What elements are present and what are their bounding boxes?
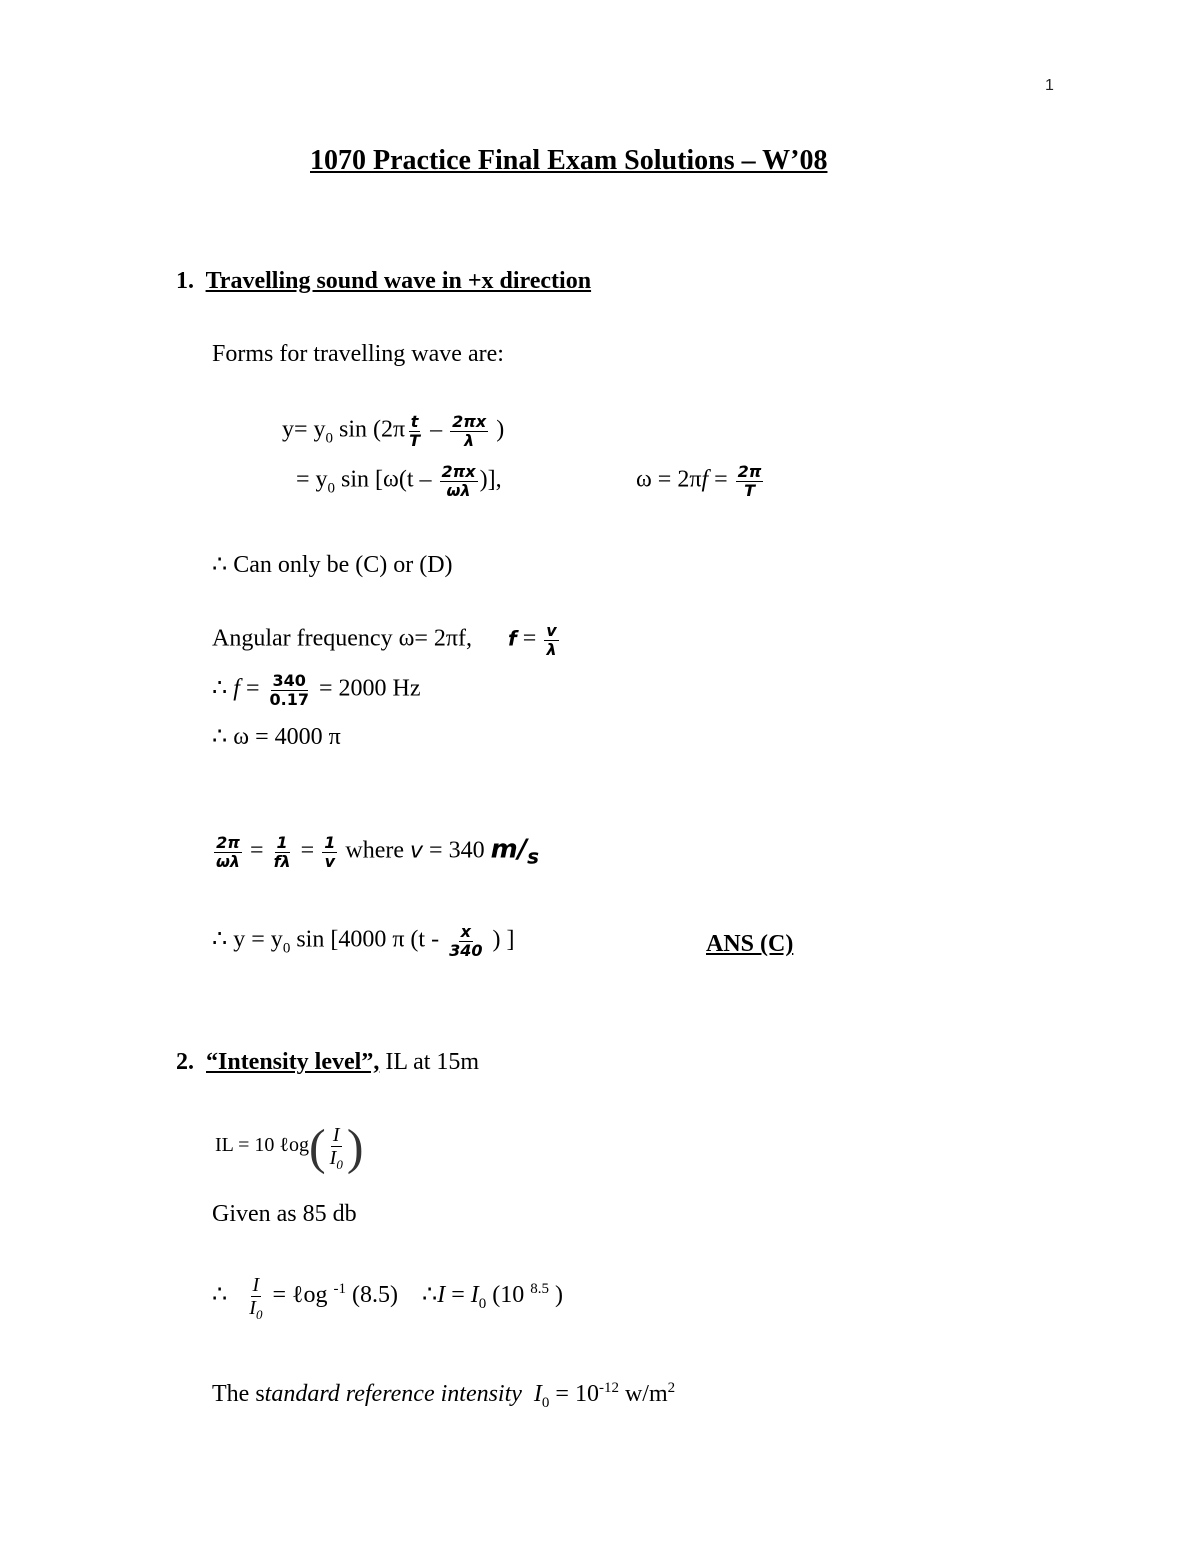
intensity-calc: ∴ $\frac{I}{I_0}$ = ℓog $^{-1}$ (8.5) ∴I = $I_0$ (10 $^{8.5}$ ) (212, 1274, 564, 1322)
answer-label: ANS (C) (706, 931, 794, 957)
omega-relation: ω = 2πf = $\frac{2\pi}{T}$ (636, 462, 762, 500)
can-only-be: ∴ Can only be (C) or (D) (212, 552, 453, 578)
given-value: Given as 85 db (212, 1201, 357, 1227)
q1-heading: 1. Travelling sound wave in +x direction (176, 268, 592, 294)
omega-value: ∴ ω = 4000 π (212, 724, 341, 750)
wave-answer-equation: ∴ $y = y_0$ sin [4000 π (t - $\frac{x}{340}$ ) ] (212, 922, 515, 960)
page-title: 1070 Practice Final Exam Solutions – W’08 (310, 145, 828, 176)
q1-intro: Forms for travelling wave are: (212, 341, 504, 367)
wave-equation-2: = $y_0$ sin [ω(t – $\frac{2\pi x}{\omega\lambda}$ )], (296, 462, 502, 500)
q2-heading: 2. “Intensity level”, IL at 15m (176, 1049, 480, 1075)
ratio-relation: $\frac{2\pi}{\omega\lambda}$ = $\frac{1}{f\lambda}$ = $\frac{1}{v}$ where v = 340 $m/_s$ (216, 833, 540, 871)
page-number: 1 (1045, 77, 1054, 94)
angular-frequency: Angular frequency ω= 2πf, f = $\frac{v}{\lambda}$ (212, 621, 557, 659)
wave-equation-1: $y= y_0$ sin (2π $\frac{t}{T}$ – $\frac{2\pi x}{\lambda}$ ) (282, 412, 505, 450)
intensity-level-formula: IL = 10 ℓog( $\frac{I}{I_0}$ ) (215, 1118, 364, 1175)
frequency-calc: ∴ f = $\frac{340}{0.17}$ = 2000 Hz (212, 671, 421, 709)
reference-intensity: The standard reference intensity $I_0 = 10^{-12}$ $w/m^2$ (212, 1380, 676, 1411)
